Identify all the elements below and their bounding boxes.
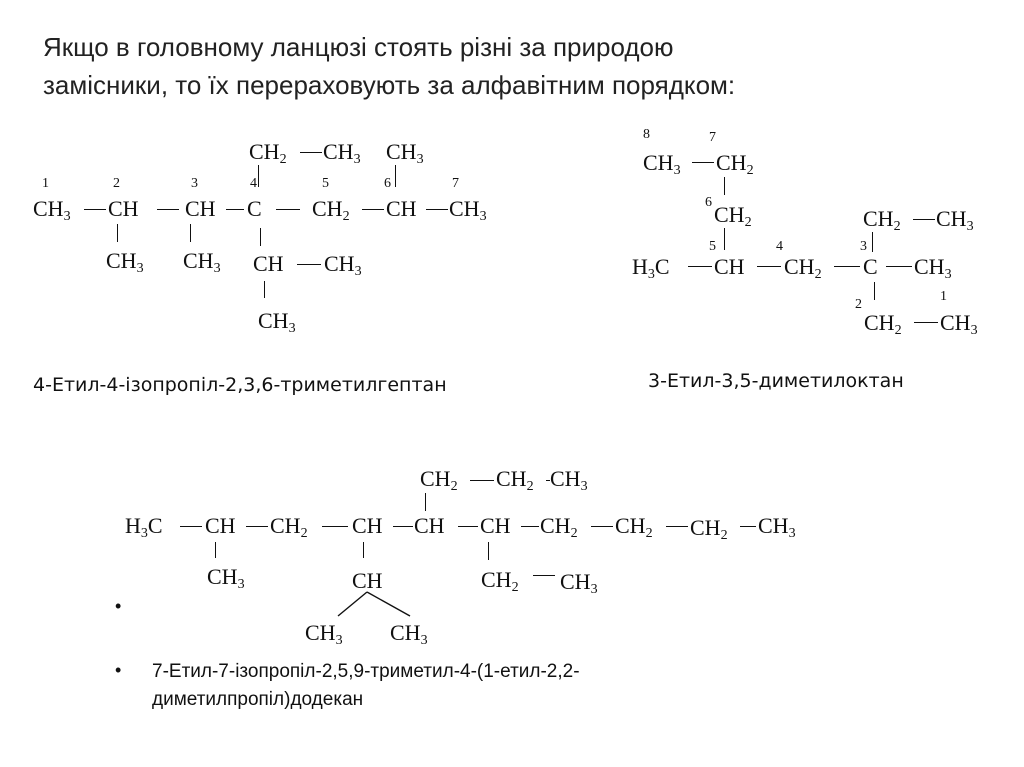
group-ch2: $CH_2$ bbox=[784, 254, 822, 282]
group-ch2: $CH_2$ bbox=[249, 139, 287, 167]
group-c: C bbox=[863, 254, 878, 279]
structure-2-name: 3-Етил-3,5-диметилоктан bbox=[648, 370, 904, 392]
locant-6: 6 bbox=[384, 176, 391, 191]
group-ch3: $CH_3$ bbox=[106, 248, 144, 276]
group-ch2: $CH_2$ bbox=[270, 513, 308, 541]
group-ch: CH bbox=[480, 513, 511, 538]
structure-3-name: 7-Етил-7-ізопропіл-2,5,9-триметил-4-(1-етил-2,2-диметилпропіл)додекан bbox=[152, 661, 580, 710]
group-ch3: $CH_3$ bbox=[940, 310, 978, 338]
locant-4: 4 bbox=[776, 239, 783, 254]
group-ch3: $CH_3$ bbox=[936, 206, 974, 234]
locant-3: 3 bbox=[860, 239, 867, 254]
group-ch3: $CH_3$ bbox=[914, 254, 952, 282]
group-ch3: $CH_3$ bbox=[643, 150, 681, 178]
structure-1-name: 4-Етил-4-ізопропіл-2,3,6-триметилгептан bbox=[33, 374, 447, 396]
group-ch3: $CH_3$ bbox=[324, 251, 362, 279]
group-ch2: $CH_2$ bbox=[690, 515, 728, 543]
group-ch2: $CH_2$ bbox=[615, 513, 653, 541]
group-ch3: $CH_3$ bbox=[207, 564, 245, 592]
group-ch: CH bbox=[714, 254, 745, 279]
group-ch3: $CH_3$ bbox=[560, 569, 598, 597]
group-ch2: $CH_2$ bbox=[420, 466, 458, 494]
group-ch3: $CH_3$ bbox=[258, 308, 296, 336]
group-ch: CH bbox=[205, 513, 236, 538]
group-c: C bbox=[247, 196, 262, 221]
locant-5: 5 bbox=[709, 239, 716, 254]
group-ch2: $CH_2$ bbox=[312, 196, 350, 224]
locant-7: 7 bbox=[452, 176, 459, 191]
group-ch: CH bbox=[386, 196, 417, 221]
group-ch: CH bbox=[352, 513, 383, 538]
group-ch3: $CH_3$ bbox=[390, 620, 428, 648]
locant-2: 2 bbox=[855, 297, 862, 312]
locant-6: 6 bbox=[705, 195, 712, 210]
group-ch2: $CH_2$ bbox=[481, 567, 519, 595]
group-ch: CH bbox=[108, 196, 139, 221]
group-ch3: $CH_3$ bbox=[758, 513, 796, 541]
locant-1: 1 bbox=[940, 289, 947, 304]
locant-1: 1 bbox=[42, 176, 49, 191]
locant-3: 3 bbox=[191, 176, 198, 191]
group-ch2: $CH_2$ bbox=[863, 206, 901, 234]
locant-8: 8 bbox=[643, 127, 650, 142]
group-ch2: $CH_2$ bbox=[864, 310, 902, 338]
group-ch2: $CH_2$ bbox=[496, 466, 534, 494]
locant-2: 2 bbox=[113, 176, 120, 191]
group-ch: CH bbox=[185, 196, 216, 221]
group-ch3: $CH_3$ bbox=[305, 620, 343, 648]
bullet: • bbox=[115, 660, 122, 680]
group-ch: CH bbox=[414, 513, 445, 538]
group-ch2: $CH_2$ bbox=[716, 150, 754, 178]
group-ch2: $CH_2$ bbox=[540, 513, 578, 541]
locant-5: 5 bbox=[322, 176, 329, 191]
locant-7: 7 bbox=[709, 130, 716, 145]
heading-line-2: замісники, то їх перераховують за алфавітним порядком: bbox=[43, 70, 736, 100]
group-ch3: $CH_3$ bbox=[449, 196, 487, 224]
heading-line-1: Якщо в головному ланцюзі стоять різні за природою bbox=[43, 32, 674, 62]
locant-4: 4 bbox=[250, 176, 257, 191]
group-ch: CH bbox=[352, 568, 383, 593]
group-ch3: $CH_3$ bbox=[183, 248, 221, 276]
group-h3c: $H_3C$ bbox=[125, 513, 163, 541]
group-ch3: $CH_3$ bbox=[33, 196, 71, 224]
group-h3c: $H_3C$ bbox=[632, 254, 670, 282]
group-ch2: $CH_2$ bbox=[714, 202, 752, 230]
group-ch3: $CH_3$ bbox=[323, 139, 361, 167]
group-ch3: $CH_3$ bbox=[386, 139, 424, 167]
bullet: • bbox=[115, 596, 122, 616]
group-ch3: $CH_3$ bbox=[550, 466, 588, 494]
group-ch: CH bbox=[253, 251, 284, 276]
